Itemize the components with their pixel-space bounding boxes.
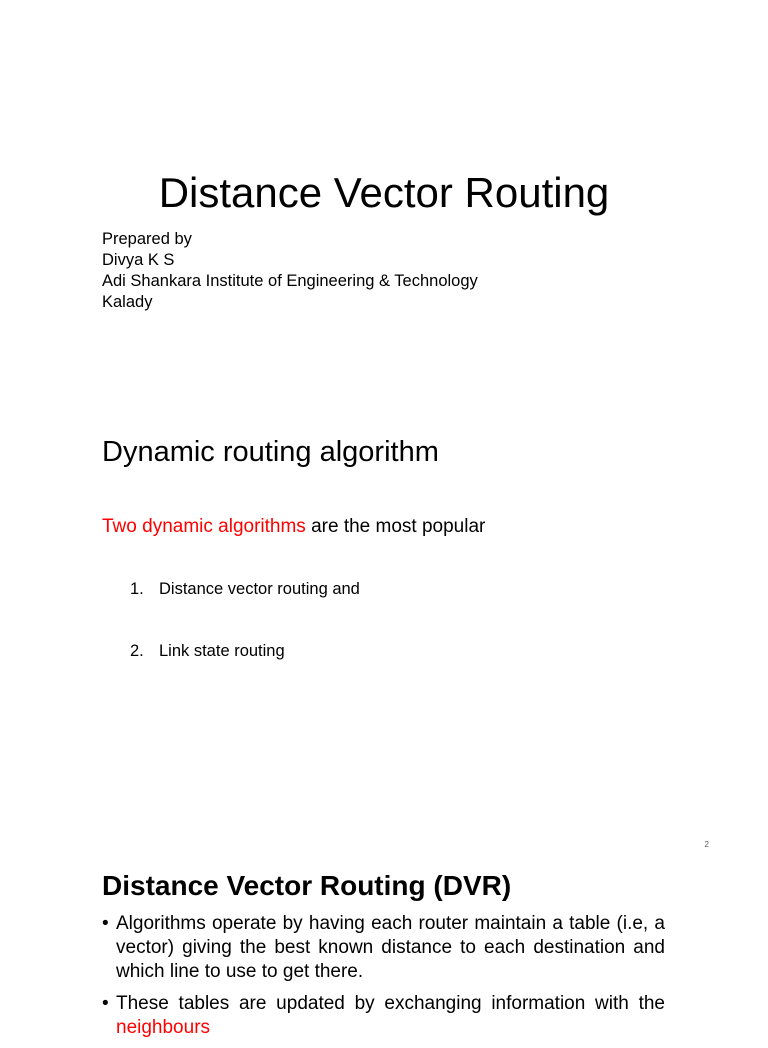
slide-2-title: Dynamic routing algorithm (102, 436, 439, 468)
author-line: Kalady (102, 293, 153, 311)
list-item (130, 578, 360, 600)
list-text: Link state routing (159, 642, 285, 660)
author-line: Adi Shankara Institute of Engineering & Technology (102, 272, 478, 290)
list-number: 1. (130, 580, 144, 598)
bullet-list (102, 912, 665, 1048)
bullet-text: These tables are updated by exchanging information with the (116, 993, 665, 1014)
page-number: 2 (704, 840, 709, 849)
author-block (102, 229, 478, 313)
bullet-item (102, 992, 665, 1040)
list-text: Distance vector routing and (159, 580, 360, 598)
author-line: Divya K S (102, 251, 175, 269)
slide-1-title: Distance Vector Routing (158, 169, 610, 216)
slide-3-title: Distance Vector Routing (DVR) (102, 870, 512, 901)
list-item (130, 640, 285, 662)
intro-text (102, 514, 485, 540)
slide-title (0, 0, 768, 400)
bullet-item (102, 912, 665, 984)
bullet-text: Algorithms operate by having each router maintain a table (i.e, a vector) giving the best known distance to each destination and which line to use to get there. (116, 913, 665, 982)
bullet-accent: neighbours (116, 1017, 211, 1038)
slide-dvr (0, 860, 768, 1038)
author-line: Prepared by (102, 230, 192, 248)
list-number: 2. (130, 642, 144, 660)
intro-rest: are the most popular (305, 516, 486, 537)
slide-dynamic-routing (0, 400, 768, 860)
bullet-dot: • (102, 993, 109, 1014)
bullet-dot: • (102, 913, 109, 934)
intro-accent: Two dynamic algorithms (102, 516, 306, 537)
